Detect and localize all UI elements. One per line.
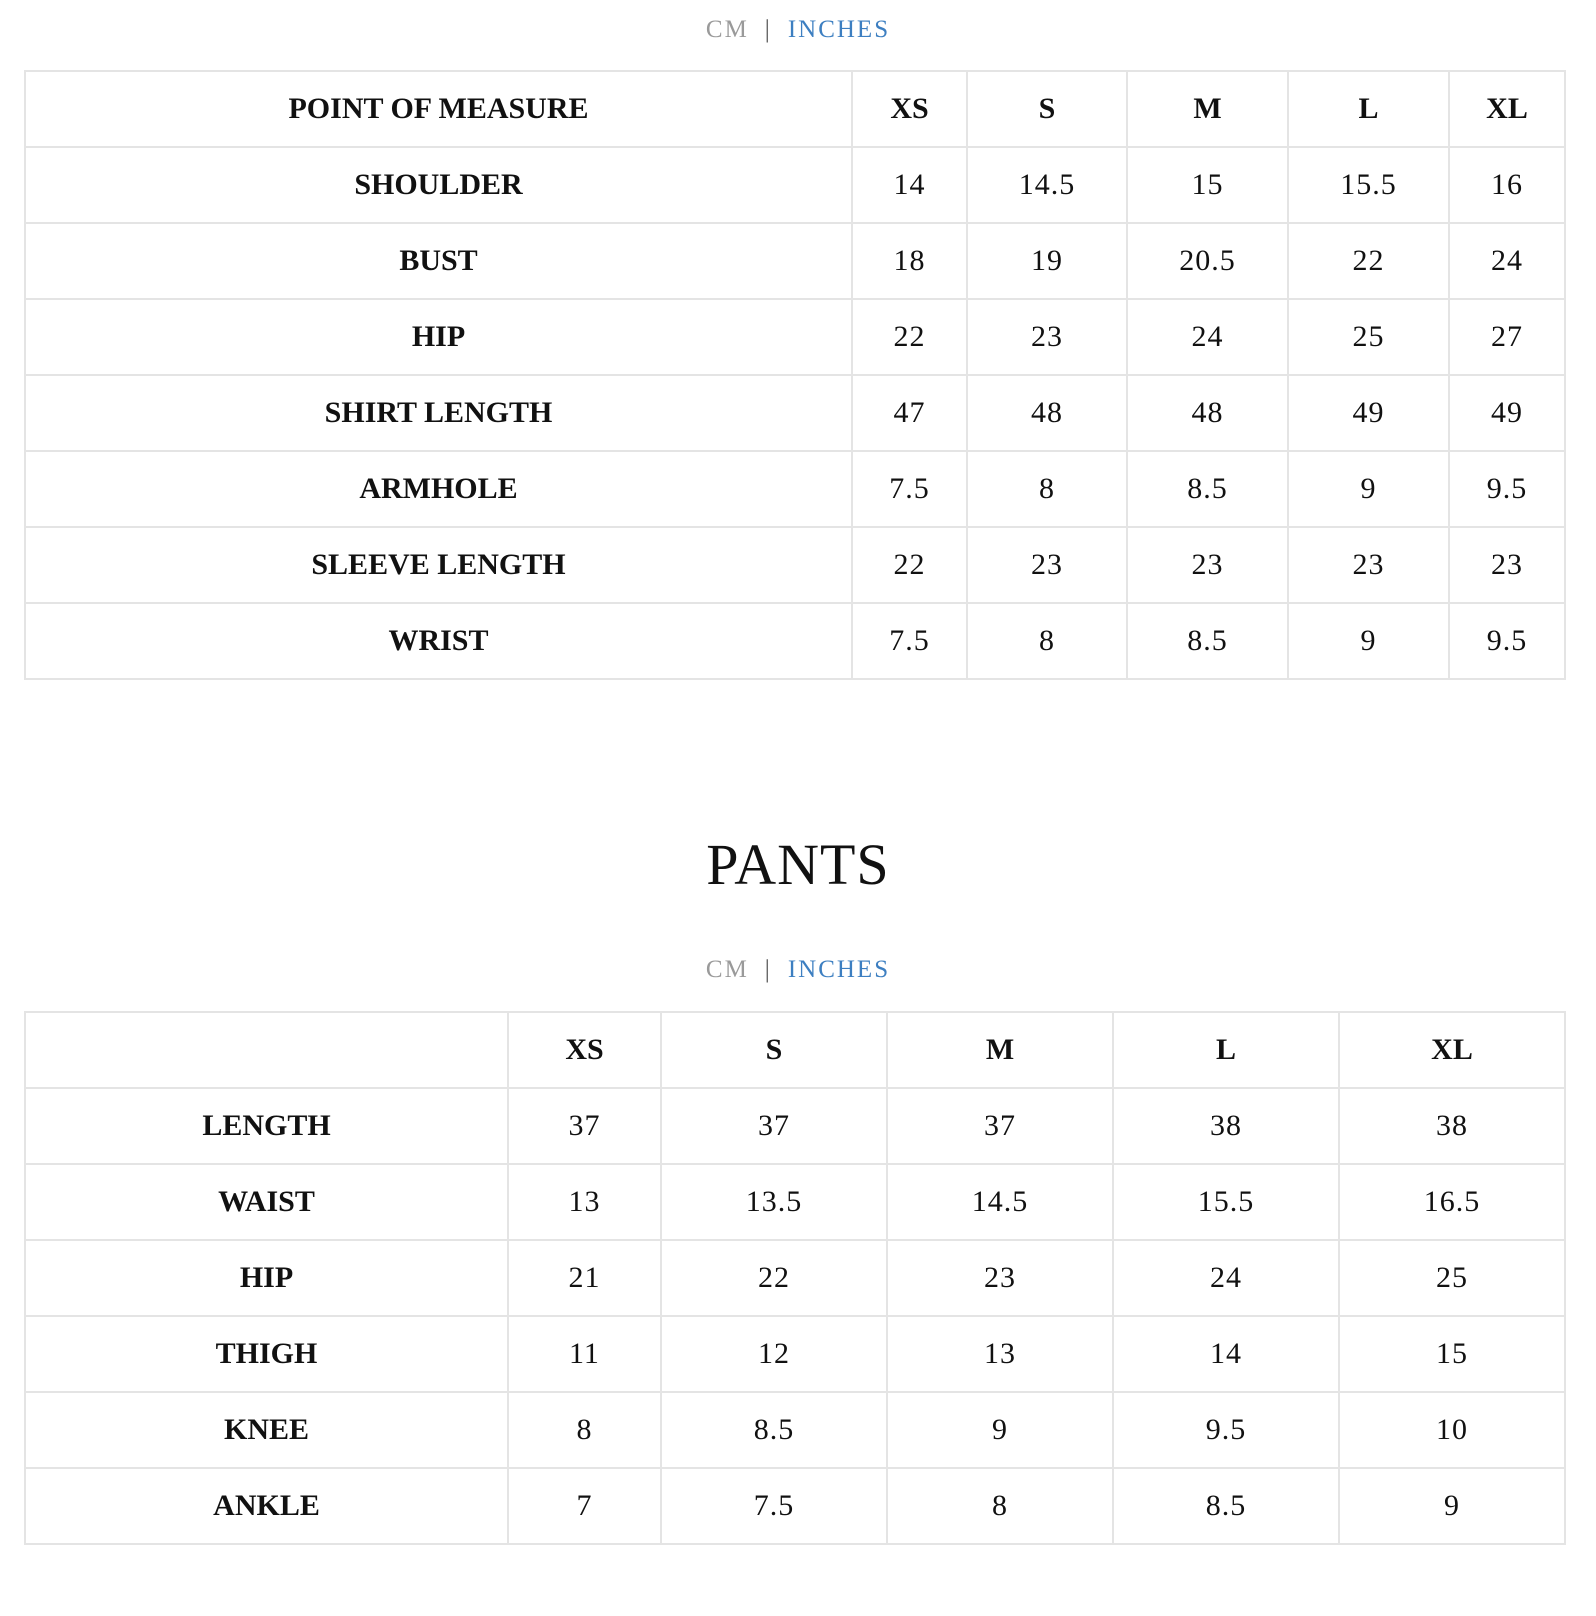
row-label: KNEE [25, 1392, 508, 1468]
table-row [25, 375, 1565, 451]
cell-value: 25 [1339, 1240, 1565, 1316]
pants-col-header: L [1113, 1012, 1339, 1088]
cell-value: 8 [887, 1468, 1113, 1544]
cell-value: 7.5 [852, 603, 967, 679]
cell-value: 37 [661, 1088, 887, 1164]
cell-value: 13 [887, 1316, 1113, 1392]
table-row [25, 603, 1565, 679]
row-label: WAIST [25, 1164, 508, 1240]
row-label: SHOULDER [25, 147, 852, 223]
cell-value: 23 [887, 1240, 1113, 1316]
cell-value: 9.5 [1113, 1392, 1339, 1468]
cell-value: 7.5 [852, 451, 967, 527]
cell-value: 8.5 [661, 1392, 887, 1468]
cell-value: 23 [1449, 527, 1565, 603]
pants-col-header [25, 1012, 508, 1088]
shirt-col-header: S [967, 71, 1127, 147]
row-label: THIGH [25, 1316, 508, 1392]
cell-value: 24 [1449, 223, 1565, 299]
shirt-col-header: XL [1449, 71, 1565, 147]
row-label: HIP [25, 299, 852, 375]
cell-value: 27 [1449, 299, 1565, 375]
shirt-col-header: XS [852, 71, 967, 147]
cell-value: 9 [1288, 603, 1449, 679]
cell-value: 48 [1127, 375, 1288, 451]
row-label: BUST [25, 223, 852, 299]
row-label: LENGTH [25, 1088, 508, 1164]
pants-unit-separator: | [764, 956, 772, 983]
cell-value: 7.5 [661, 1468, 887, 1544]
table-row [25, 1088, 1565, 1164]
cell-value: 9.5 [1449, 603, 1565, 679]
cell-value: 23 [1127, 527, 1288, 603]
table-row [25, 1164, 1565, 1240]
cell-value: 15.5 [1113, 1164, 1339, 1240]
pants-header-row [25, 1012, 1565, 1088]
pants-unit-cm-link[interactable]: CM [705, 956, 749, 983]
cell-value: 48 [967, 375, 1127, 451]
shirt-col-header: L [1288, 71, 1449, 147]
cell-value: 24 [1127, 299, 1288, 375]
table-row [25, 1468, 1565, 1544]
cell-value: 19 [967, 223, 1127, 299]
shirt-header-row [25, 71, 1565, 147]
table-row [25, 147, 1565, 223]
cell-value: 37 [508, 1088, 661, 1164]
shirt-unit-separator: | [764, 16, 772, 43]
pants-section-title: PANTS [706, 832, 890, 897]
cell-value: 11 [508, 1316, 661, 1392]
cell-value: 25 [1288, 299, 1449, 375]
table-row [25, 1316, 1565, 1392]
cell-value: 22 [661, 1240, 887, 1316]
cell-value: 13 [508, 1164, 661, 1240]
cell-value: 23 [1288, 527, 1449, 603]
cell-value: 23 [967, 527, 1127, 603]
cell-value: 7 [508, 1468, 661, 1544]
row-label: ARMHOLE [25, 451, 852, 527]
cell-value: 38 [1339, 1088, 1565, 1164]
cell-value: 22 [852, 527, 967, 603]
cell-value: 8.5 [1127, 603, 1288, 679]
cell-value: 14.5 [967, 147, 1127, 223]
cell-value: 14 [1113, 1316, 1339, 1392]
cell-value: 8.5 [1113, 1468, 1339, 1544]
cell-value: 15.5 [1288, 147, 1449, 223]
pants-unit-toggle [0, 955, 1596, 985]
table-row [25, 223, 1565, 299]
cell-value: 8 [967, 603, 1127, 679]
cell-value: 38 [1113, 1088, 1339, 1164]
table-row [25, 299, 1565, 375]
cell-value: 24 [1113, 1240, 1339, 1316]
pants-size-table [24, 1011, 1566, 1545]
cell-value: 15 [1339, 1316, 1565, 1392]
row-label: SHIRT LENGTH [25, 375, 852, 451]
table-row [25, 451, 1565, 527]
pants-col-header: S [661, 1012, 887, 1088]
shirt-unit-toggle [0, 15, 1596, 45]
cell-value: 15 [1127, 147, 1288, 223]
cell-value: 9 [1339, 1468, 1565, 1544]
cell-value: 37 [887, 1088, 1113, 1164]
cell-value: 21 [508, 1240, 661, 1316]
pants-unit-inches-link[interactable]: INCHES [787, 956, 891, 983]
row-label: WRIST [25, 603, 852, 679]
cell-value: 8 [508, 1392, 661, 1468]
cell-value: 9.5 [1449, 451, 1565, 527]
cell-value: 14 [852, 147, 967, 223]
cell-value: 16.5 [1339, 1164, 1565, 1240]
cell-value: 12 [661, 1316, 887, 1392]
table-row [25, 1240, 1565, 1316]
shirt-col-header: POINT OF MEASURE [25, 71, 852, 147]
cell-value: 23 [967, 299, 1127, 375]
row-label: SLEEVE LENGTH [25, 527, 852, 603]
table-row [25, 527, 1565, 603]
cell-value: 13.5 [661, 1164, 887, 1240]
cell-value: 8.5 [1127, 451, 1288, 527]
cell-value: 9 [1288, 451, 1449, 527]
cell-value: 22 [1288, 223, 1449, 299]
cell-value: 9 [887, 1392, 1113, 1468]
row-label: HIP [25, 1240, 508, 1316]
cell-value: 49 [1449, 375, 1565, 451]
cell-value: 20.5 [1127, 223, 1288, 299]
cell-value: 16 [1449, 147, 1565, 223]
cell-value: 18 [852, 223, 967, 299]
row-label: ANKLE [25, 1468, 508, 1544]
shirt-size-table [24, 70, 1566, 680]
table-row [25, 1392, 1565, 1468]
cell-value: 47 [852, 375, 967, 451]
cell-value: 22 [852, 299, 967, 375]
cell-value: 8 [967, 451, 1127, 527]
pants-col-header: XS [508, 1012, 661, 1088]
pants-col-header: XL [1339, 1012, 1565, 1088]
shirt-unit-cm-link[interactable]: CM [705, 16, 749, 43]
shirt-unit-inches-link[interactable]: INCHES [787, 16, 891, 43]
cell-value: 49 [1288, 375, 1449, 451]
shirt-col-header: M [1127, 71, 1288, 147]
cell-value: 10 [1339, 1392, 1565, 1468]
cell-value: 14.5 [887, 1164, 1113, 1240]
pants-col-header: M [887, 1012, 1113, 1088]
